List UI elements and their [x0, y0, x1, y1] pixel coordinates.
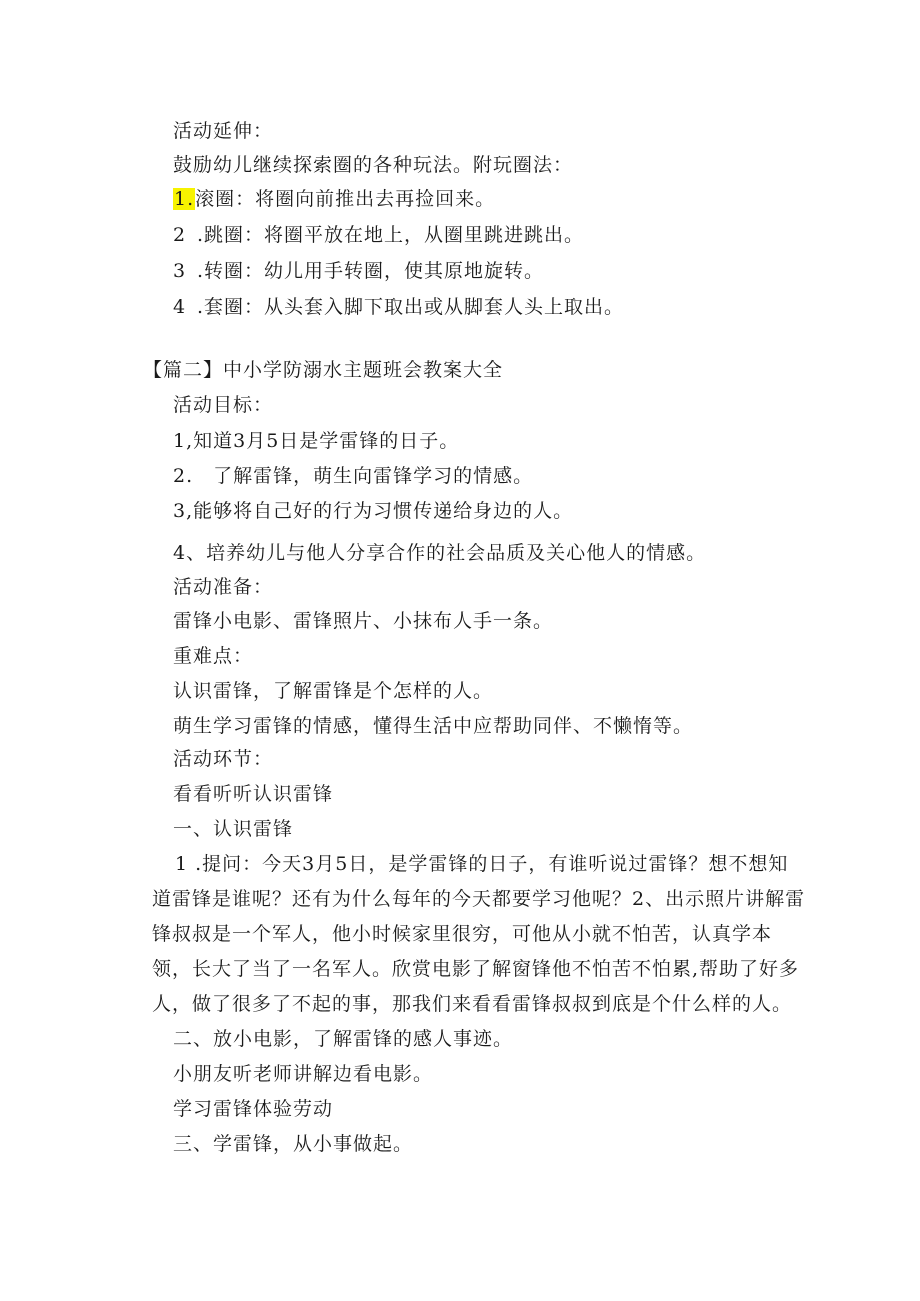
prep-title: 活动准备：: [173, 576, 274, 598]
list-item-number: 4: [173, 296, 187, 318]
list-item-text: .转圈：幼儿用手转圈，使其原地旋转。: [197, 260, 545, 282]
prep-text: 雷锋小电影、雷锋照片、小抹布人手一条。: [173, 610, 554, 632]
section-heading: 【篇二】中小学防溺水主题班会教案大全: [143, 359, 504, 381]
key-title: 重难点：: [173, 645, 254, 667]
list-item: [173, 186, 495, 212]
paragraph-line: 道雷锋是谁呢？还有为什么每年的今天都要学习他呢？2、出示照片讲解雷: [152, 888, 806, 910]
paragraph-line: 锋叔叔是一个军人，他小时候家里很穷，可他从小就不怕苦，认真学本: [152, 923, 773, 945]
list-item-number: 3: [173, 260, 187, 282]
step-subtitle: 看看听听认识雷锋: [173, 783, 334, 805]
goal-item: 4、培养幼儿与他人分享合作的社会品质及关心他人的情感。: [173, 542, 707, 564]
paragraph-line: 人，做了很多了不起的事，那我们来看看雷锋叔叔到底是个什么样的人。: [152, 993, 793, 1015]
list-item: [173, 294, 624, 320]
goals-title: 活动目标：: [173, 394, 274, 416]
list-item-text: 滚圈：将圈向前推出去再捡回来。: [195, 188, 496, 210]
goal-item: 3,能够将自己好的行为习惯传递给身边的人。: [173, 500, 574, 522]
key-point: 认识雷锋，了解雷锋是个怎样的人。: [173, 680, 494, 702]
list-item-number: 1.: [174, 188, 195, 210]
key-point: 萌生学习雷锋的情感，懂得生活中应帮助同伴、不懒惰等。: [173, 715, 694, 737]
list-item: [173, 222, 584, 248]
paragraph-line: 1 .提问：今天3月5日，是学雷锋的日子，有谁听说过雷锋？想不想知: [175, 853, 789, 875]
step-subtitle: 学习雷锋体验劳动: [173, 1098, 334, 1120]
list-item-text: .跳圈：将圈平放在地上，从圈里跳进跳出。: [197, 224, 585, 246]
extension-intro: 鼓励幼儿继续探索圈的各种玩法。附玩圈法：: [173, 154, 574, 176]
goal-item: 2. 了解雷锋，萌生向雷锋学习的情感。: [173, 465, 534, 487]
step-heading: 三、学雷锋，从小事做起。: [173, 1133, 414, 1155]
list-item-text: .套圈：从头套入脚下取出或从脚套人头上取出。: [197, 296, 625, 318]
paragraph-line: 领，长大了当了一名军人。欣赏电影了解窗锋他不怕苦不怕累,帮助了好多: [152, 958, 800, 980]
list-item: [173, 258, 544, 284]
extension-title: 活动延伸：: [173, 120, 274, 142]
step-heading: 二、放小电影，了解雷锋的感人事迹。: [173, 1028, 514, 1050]
steps-title: 活动环节：: [173, 748, 274, 770]
goal-item: 1,知道3月5日是学雷锋的日子。: [173, 430, 460, 452]
list-item-number: 2: [173, 224, 187, 246]
step-heading: 一、认识雷锋: [173, 818, 294, 840]
step-text: 小朋友听老师讲解边看电影。: [173, 1063, 434, 1085]
